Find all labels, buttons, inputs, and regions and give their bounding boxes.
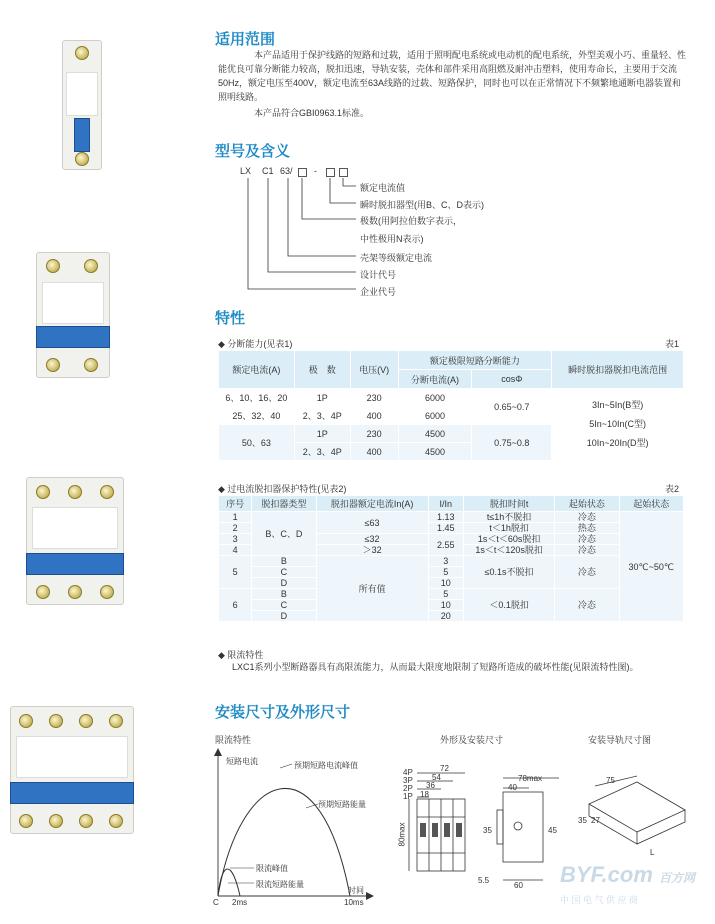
t2-head-rating: 脱扣器额定电流In(A) [316, 496, 428, 512]
t2-row4-state: 冷态 [555, 545, 619, 556]
model-leader-lines [230, 176, 360, 300]
t2-row3-state: 冷态 [555, 534, 619, 545]
t2-row5-type-d: D [252, 578, 316, 589]
t1-row3-poles: 1P [294, 425, 350, 443]
t2-row6-type-d: D [252, 611, 316, 622]
scope-title: 适用范围 [215, 31, 276, 48]
watermark-sub: 中 国 电 气 供 应 商 [560, 895, 639, 905]
breaking-capacity-table [218, 350, 684, 461]
fig-rail-title: 安装导轨尺寸图 [588, 735, 652, 745]
t2-type-bcd: B、C、D [252, 512, 316, 556]
t2-row5-time: ≤0.1s不脱扣 [463, 556, 554, 589]
t2-temperature: 30℃~50℃ [619, 512, 683, 622]
t2-head-state2: 起始状态 [619, 496, 683, 512]
model-title: 型号及含义 [215, 143, 291, 160]
t2-head-ratio: I/In [428, 496, 463, 512]
model-code-lx: LX [240, 166, 252, 176]
limited-current-curve [218, 869, 240, 896]
table2-number: 表2 [665, 484, 680, 494]
curve-time: 时间 [348, 886, 364, 895]
t1-row2-poles: 2、3、4P [294, 407, 350, 425]
model-label-company: 企业代号 [360, 287, 397, 297]
t1-row4-voltage: 400 [350, 443, 398, 461]
t2-row1-time: t≤1h不脱扣 [463, 512, 554, 523]
t2-row4-no: 4 [219, 545, 252, 556]
model-label-frame: 壳架等级额定电流 [360, 253, 433, 263]
limit-caption: ◆ 限流特性 [218, 650, 264, 660]
dim-45: 45 [548, 826, 557, 835]
t2-row5-no: 5 [219, 556, 252, 589]
model-label-trip: 瞬时脱扣器型(用B、C、D表示) [360, 200, 484, 210]
model-label-current: 额定电流值 [360, 183, 406, 193]
t2-row6-type-b: B [252, 589, 316, 600]
t1-head-voltage: 电压(V) [350, 351, 398, 389]
watermark-cn: 百方网 [659, 871, 696, 885]
t1-row3-break: 4500 [398, 425, 472, 443]
t2-row3-time: 1s＜t＜60s脱扣 [463, 534, 554, 545]
t1-instant-d: 10In~20In(D型) [586, 438, 649, 448]
install-title: 安装尺寸及外形尺寸 [215, 704, 351, 721]
t1-row1-voltage: 230 [350, 389, 398, 407]
watermark-logo [560, 862, 695, 888]
scope-standard: 本产品符合GBI0963.1标准。 [254, 108, 370, 118]
model-label-neutral: 中性极用N表示) [360, 234, 424, 244]
t2-row3-no: 3 [219, 534, 252, 545]
t2-head-state: 起始状态 [555, 496, 619, 512]
model-code-dash: - [314, 166, 317, 176]
t1-row1-current: 6、10、16、20 [219, 389, 295, 407]
t2-row2-ratio: 1.45 [428, 523, 463, 534]
t1-head-cos: cosΦ [472, 370, 552, 389]
dim-3p: 3P [403, 776, 413, 785]
curve-t10: 10ms [344, 898, 364, 907]
scope-paragraph [218, 48, 688, 104]
rail-dim-75: 75 [606, 776, 615, 785]
t2-row1-rating: ≤63 [316, 512, 428, 534]
curve-origin: C [213, 898, 219, 907]
t2-row6-type-c: C [252, 600, 316, 611]
t2-row3-rating: ≤32 [316, 534, 428, 545]
t2-row2-state: 热态 [555, 523, 619, 534]
dim-80max: 80max [397, 822, 407, 847]
dim-5-5: 5.5 [478, 876, 490, 885]
dim-35: 35 [483, 826, 492, 835]
t2-row5-state: 冷态 [555, 556, 619, 589]
t1-row4-poles: 2、3、4P [294, 443, 350, 461]
breaker-1p-image [62, 40, 102, 170]
curve-ylabel: 短路电流 [226, 757, 258, 766]
curve-peak-expected: 预期短路电流峰值 [294, 761, 358, 770]
t2-row2-time: t＜1h脱扣 [463, 523, 554, 534]
t2-row6-state: 冷态 [555, 589, 619, 622]
t2-head-type: 脱扣器类型 [252, 496, 316, 512]
t2-row1-no: 1 [219, 512, 252, 523]
t1-cos-2: 0.75~0.8 [472, 425, 552, 461]
t2-row5-type-c: C [252, 567, 316, 578]
table1-number: 表1 [665, 339, 680, 349]
t1-row3-voltage: 230 [350, 425, 398, 443]
t1-row4-break: 4500 [398, 443, 472, 461]
watermark-brand: BYF.com [560, 862, 653, 887]
t1-head-poles: 极 数 [294, 351, 350, 389]
breaker-4p-image [10, 706, 135, 836]
t2-row1-ratio: 1.13 [428, 512, 463, 523]
curve-expected-energy: 预期短路能量 [318, 800, 366, 809]
fig-limit-title: 限流特性 [215, 735, 252, 745]
dim-18: 18 [420, 790, 429, 799]
model-code-63: 63/ [280, 166, 293, 176]
t2-row4-rating: ＞32 [316, 545, 428, 556]
dim-1p: 1P [403, 792, 413, 801]
t2-row6-time: ＜0.1脱扣 [463, 589, 554, 622]
table2-caption: ◆ 过电流脱扣器保护特性(见表2) [218, 484, 347, 494]
t2-row6-ratio-d: 20 [428, 611, 463, 622]
t2-row5-type-b: B [252, 556, 316, 567]
rail-dim-35: 35 [578, 816, 587, 825]
t2-row5-ratio-d: 10 [428, 578, 463, 589]
dim-40: 40 [508, 783, 517, 792]
t2-row2-no: 2 [219, 523, 252, 534]
dim-4p: 4P [403, 768, 413, 777]
limit-text: LXC1系列小型断路器具有高限流能力，从而最大限度地限制了短路所造成的破坏性能(见限流特性图)。 [232, 662, 639, 672]
t2-all-values: 所有值 [316, 556, 428, 622]
dim-2p: 2P [403, 784, 413, 793]
dim-54: 54 [432, 773, 441, 782]
t1-instant-b: 3In~5In(B型) [591, 400, 644, 410]
model-code-c1: C1 [262, 166, 274, 176]
rail-dim-L: L [650, 848, 655, 857]
t1-head-current: 额定电流(A) [219, 351, 295, 389]
breaker-3p-image [26, 477, 126, 607]
dim-36: 36 [426, 781, 435, 790]
t2-row6-ratio-b: 5 [428, 589, 463, 600]
curve-limit-peak: 限流峰值 [256, 864, 288, 873]
t2-row6-no: 6 [219, 589, 252, 622]
t2-head-time: 脱扣时间t [463, 496, 554, 512]
overcurrent-table [218, 495, 684, 622]
t1-head-break-current: 分断电流(A) [398, 370, 472, 389]
t1-row3-current: 50、63 [219, 425, 295, 461]
curve-t2: 2ms [232, 898, 248, 907]
t2-row5-ratio-b: 3 [428, 556, 463, 567]
t2-row3-ratio: 2.55 [428, 534, 463, 556]
curve-limit-energy: 限流短路能量 [256, 880, 304, 889]
model-label-poles: 极数(用阿拉伯数字表示， [360, 216, 462, 226]
dim-72: 72 [440, 764, 449, 773]
dim-78max: 78max [518, 774, 543, 783]
t2-row6-ratio-c: 10 [428, 600, 463, 611]
t1-instant-c: 5In~10In(C型) [589, 419, 646, 429]
t1-row2-break: 6000 [398, 407, 472, 425]
t1-instant-cell [552, 389, 684, 461]
t2-row1-state: 冷态 [555, 512, 619, 523]
rail-dim-27: 27 [591, 816, 600, 825]
table1-caption: ◆ 分断能力(见表1) [218, 339, 293, 349]
dim-60: 60 [514, 881, 523, 890]
t2-row5-ratio-c: 5 [428, 567, 463, 578]
t1-row2-voltage: 400 [350, 407, 398, 425]
breaker-2p-image [36, 252, 111, 378]
fig-outline-title: 外形及安装尺寸 [440, 735, 504, 745]
t1-head-limit: 额定极限短路分断能力 [398, 351, 552, 370]
features-title: 特性 [215, 310, 246, 327]
t1-row2-current: 25、32、40 [219, 407, 295, 425]
t2-row4-time: 1s＜t＜120s脱扣 [463, 545, 554, 556]
t1-row1-poles: 1P [294, 389, 350, 407]
t1-head-instant: 瞬时脱扣器脱扣电流范围 [552, 351, 684, 389]
t1-row1-break: 6000 [398, 389, 472, 407]
t2-head-no: 序号 [219, 496, 252, 512]
scope-para1: 本产品适用于保护线路的短路和过载，适用于照明配电系统或电动机的配电系统，外型美观小巧、重量轻、性能优良可靠分断能力较高，脱扣迅速，导轨安装，壳体和部件采用高阻燃及耐冲击塑料，使用寿命长，主要用于交流50Hz，额定电压至400V，额定电流至63A线路的过载、短路保护，同时也可以在正常情况下不频繁地通断电器装置和照明线路。 [218, 50, 687, 102]
t1-cos-1: 0.65~0.7 [472, 389, 552, 425]
model-label-design: 设计代号 [360, 270, 397, 280]
